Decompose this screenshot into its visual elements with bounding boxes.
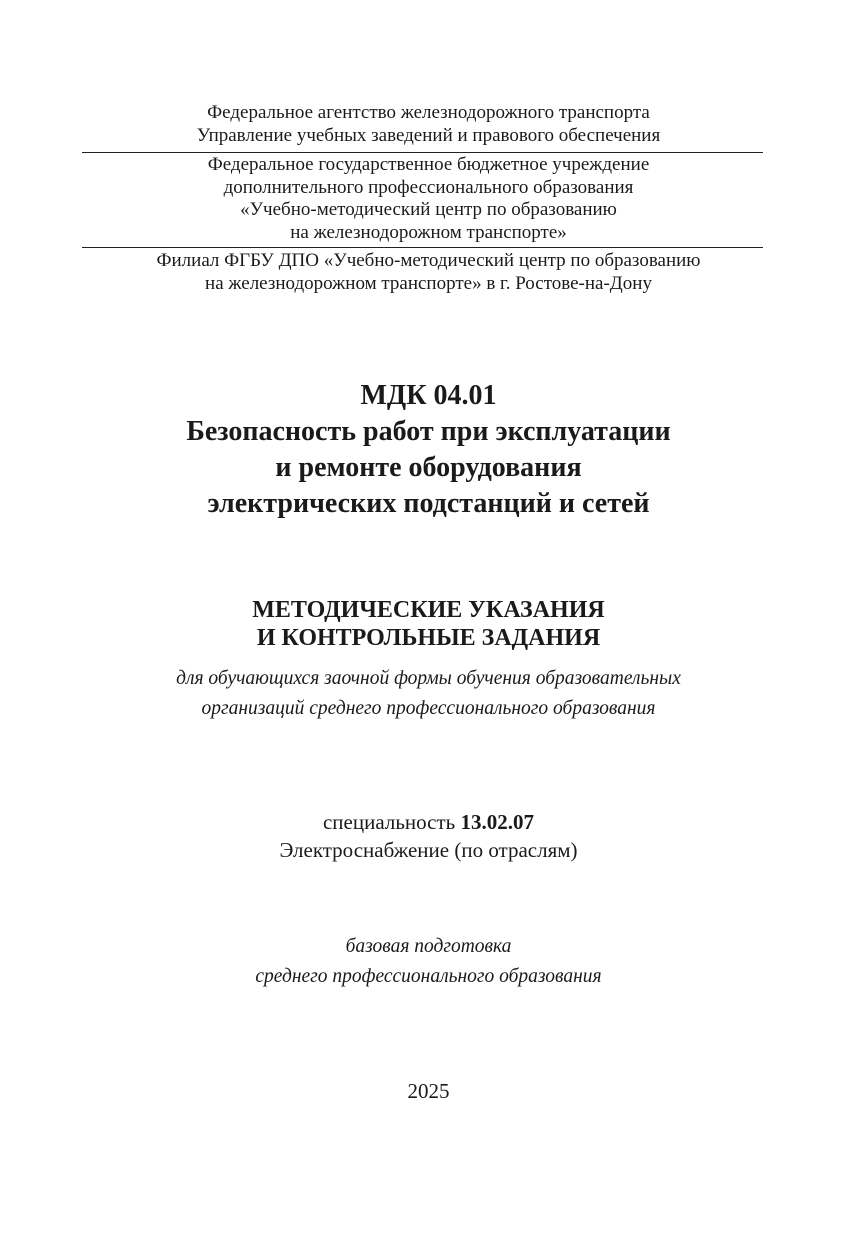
specialty-label: специальность bbox=[322, 810, 461, 834]
audience-note bbox=[0, 664, 857, 724]
title-line: и ремонте оборудования bbox=[275, 452, 582, 483]
year-text: 2025 bbox=[407, 1079, 450, 1103]
institution-line: на железнодорожном транспорте» bbox=[290, 221, 567, 243]
title-line: электрических подстанций и сетей bbox=[207, 488, 650, 519]
institution-line: Федеральное государственное бюджетное учреждение bbox=[207, 154, 650, 175]
institution-block bbox=[0, 154, 857, 244]
institution-line: «Учебно-методический центр по образованию bbox=[240, 199, 617, 220]
doc-type-line: МЕТОДИЧЕСКИЕ УКАЗАНИЯ bbox=[252, 597, 605, 623]
audience-line: организаций среднего профессионального образования bbox=[201, 698, 656, 719]
audience-line: для обучающихся заочной формы обучения образовательных bbox=[176, 668, 681, 689]
agency-line: Управление учебных заведений и правового обеспечения bbox=[196, 124, 661, 146]
doc-type-line: И КОНТРОЛЬНЫЕ ЗАДАНИЯ bbox=[256, 625, 601, 651]
level-line: базовая подготовка bbox=[345, 936, 512, 957]
title-line: Безопасность работ при эксплуатации bbox=[186, 416, 671, 447]
branch-line: Филиал ФГБУ ДПО «Учебно-методический центр по образованию bbox=[156, 250, 701, 271]
document-title bbox=[0, 378, 857, 522]
specialty-name: Электроснабжение (по отраслям) bbox=[279, 838, 578, 862]
specialty-code: 13.02.07 bbox=[460, 810, 534, 834]
agency-block bbox=[0, 102, 857, 147]
branch-block bbox=[0, 250, 857, 295]
level-block bbox=[0, 932, 857, 992]
level-line: среднего профессионального образования bbox=[255, 966, 602, 987]
divider bbox=[82, 247, 763, 248]
branch-line: на железнодорожном транспорте» в г. Ростове-на-Дону bbox=[205, 272, 652, 294]
agency-line: Федеральное агентство железнодорожного транспорта bbox=[207, 102, 650, 123]
document-type bbox=[0, 596, 857, 652]
divider bbox=[82, 152, 763, 153]
institution-line: дополнительного профессионального образования bbox=[223, 176, 634, 198]
specialty-block bbox=[0, 808, 857, 864]
publication-year bbox=[0, 1077, 857, 1105]
course-code: МДК 04.01 bbox=[360, 380, 497, 411]
specialty-line bbox=[0, 808, 857, 836]
